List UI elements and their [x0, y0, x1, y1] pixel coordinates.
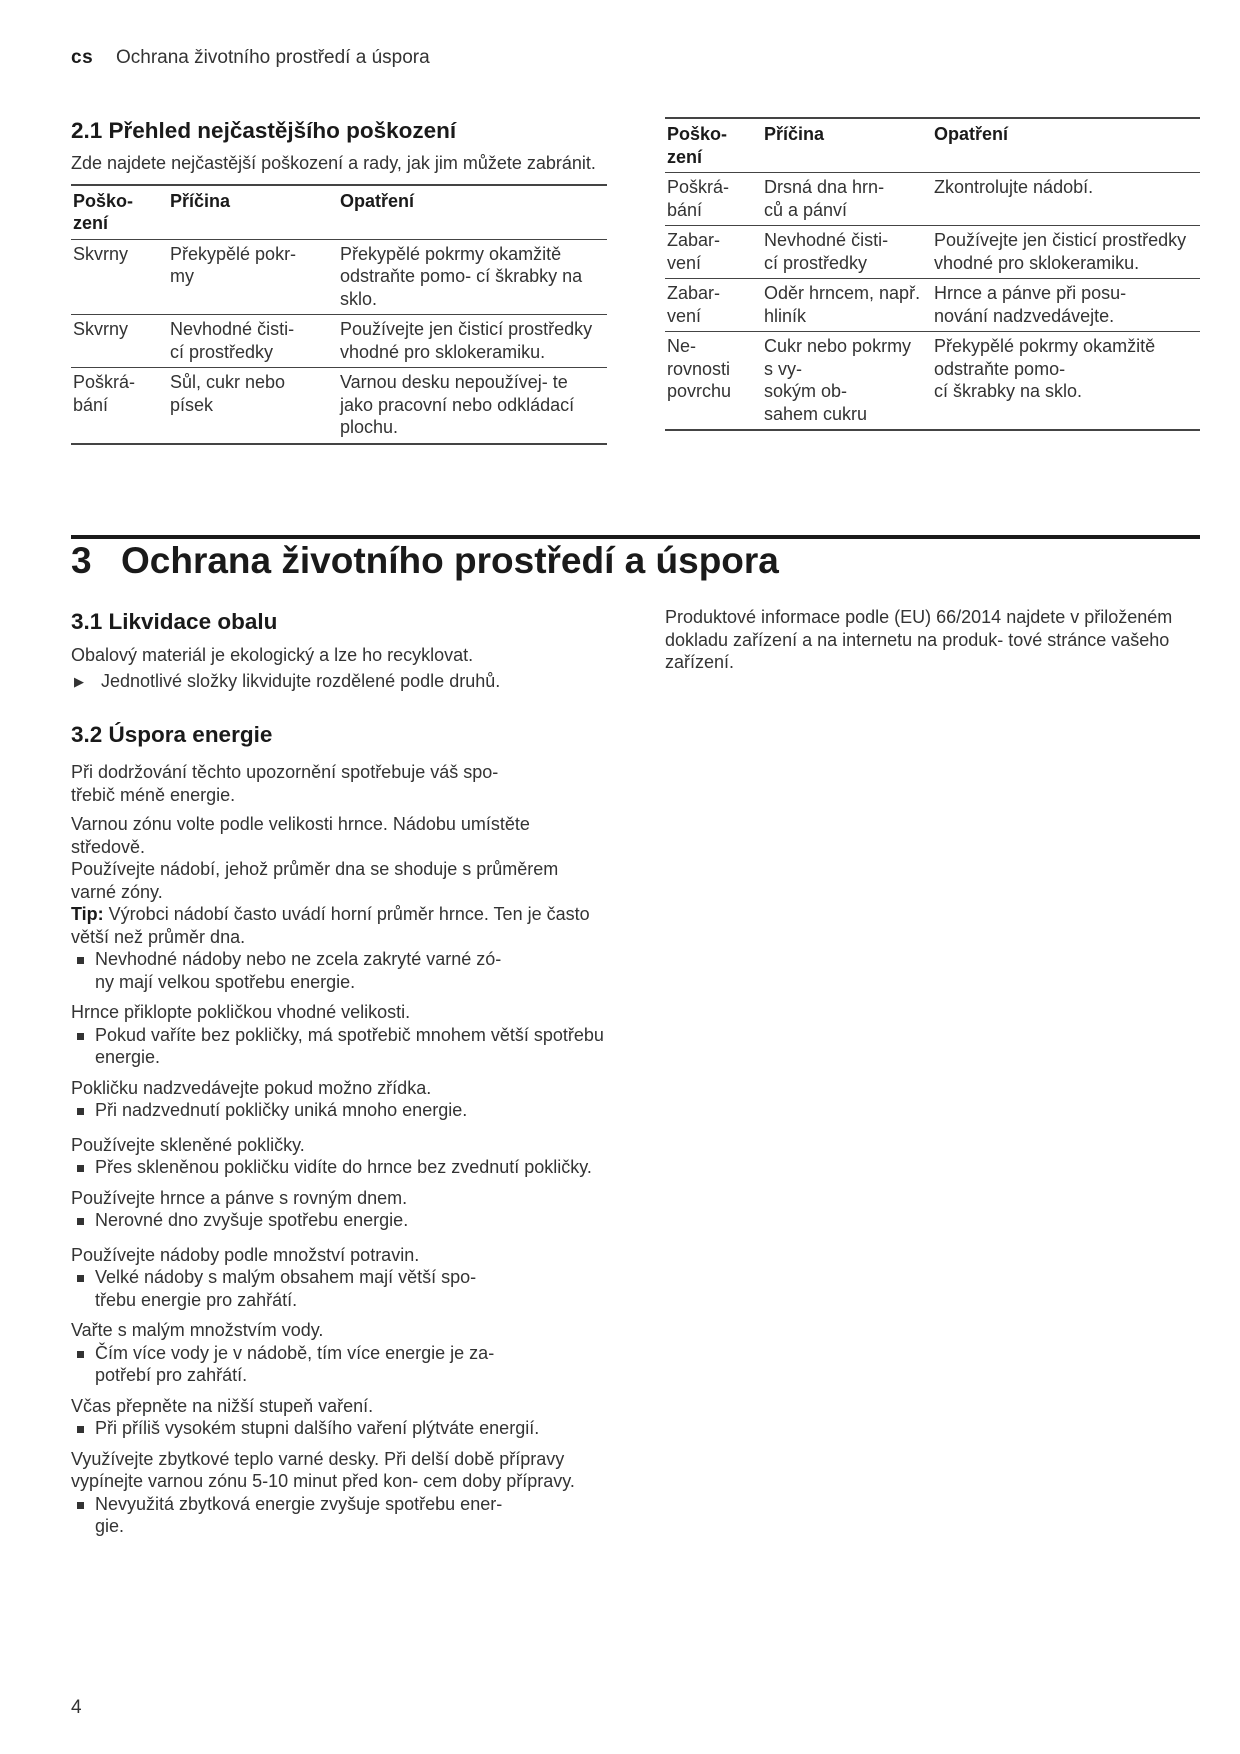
table-row [665, 279, 1200, 332]
bullet-text: Při příliš vysokém stupni dalšího vaření plýtváte energií. [95, 1418, 540, 1438]
table-cell: Zabar- vení [667, 283, 721, 326]
bullet-text: Nerovné dno zvyšuje spotřebu energie. [95, 1210, 409, 1230]
arrow-icon: ▶ [74, 673, 84, 689]
table-cell: Zkontrolujte nádobí. [934, 177, 1094, 197]
bullet-icon [77, 1218, 84, 1225]
bullet-item [71, 948, 607, 993]
table-cell: Zabar- vení [667, 230, 721, 273]
bullet-text: Přes skleněnou pokličku vidíte do hrnce bez zvednutí pokličky. [95, 1157, 592, 1177]
bullet-item [71, 1099, 607, 1122]
table-cell: Oděr hrncem, např. hliník [764, 283, 921, 326]
table-cell: Používejte jen čisticí prostředky vhodné pro sklokeramiku. [340, 319, 593, 362]
table-row [71, 368, 607, 444]
chapter-3-heading [71, 540, 779, 582]
bullet-text: Nevhodné nádoby nebo ne zcela zakryté varné zó- ny mají velkou spotřebu energie. [95, 949, 502, 992]
table-row [665, 173, 1200, 226]
section-2-1-intro: Zde najdete nejčastější poškození a rady, jak jim můžete zabránit. [71, 153, 596, 173]
column-header-damage: Poško- zení [73, 190, 134, 233]
section-3-1 [71, 609, 607, 1538]
tip-paragraph [71, 903, 607, 948]
section-3-2-heading: 3.2 Úspora energie [71, 722, 273, 747]
table-cell: Skvrny [73, 319, 129, 339]
bullet-item [71, 1417, 607, 1440]
table-cell: Poškrá- bání [667, 177, 730, 220]
table-cell: Sůl, cukr nebo písek [170, 372, 286, 415]
bullet-text: Velké nádoby s malým obsahem mají větší spo- třebu energie pro zahřátí. [95, 1267, 477, 1310]
bullet-item [71, 1342, 607, 1387]
tip-text: Výrobci nádobí často uvádí horní průměr hrnce. Ten je často větší než průměr dna. [71, 904, 590, 947]
bullet-item [71, 1493, 607, 1538]
damage-table-left [71, 184, 607, 445]
column-header-damage: Poško- zení [667, 124, 728, 167]
table-row [71, 239, 607, 315]
bullet-icon [77, 1426, 84, 1433]
product-info-text: Produktové informace podle (EU) 66/2014 najdete v přiloženém dokladu zařízení a na internetu na produk- tové stránce vašeho zařízení. [665, 607, 1173, 672]
paragraph: Využívejte zbytkové teplo varné desky. Při delší době přípravy vypínejte varnou zónu 5-10 minut před kon- cem doby přípravy. [71, 1448, 575, 1491]
product-info-container [665, 606, 1200, 674]
table-header-row [665, 118, 1200, 173]
bullet-item [71, 1024, 607, 1069]
bullet-icon [77, 1351, 84, 1358]
column-header-cause: Příčina [764, 124, 825, 144]
bullet-item [71, 1209, 607, 1232]
table-cell: Překypělé pokrmy okamžitě odstraňte pomo- cí škrabky na sklo. [340, 243, 583, 309]
bullet-text: Nevyužitá zbytková energie zvyšuje spotřebu ener- gie. [95, 1493, 503, 1536]
instruction-step [71, 670, 607, 693]
paragraph: Pokličku nadzvedávejte pokud možno zřídka. [71, 1077, 432, 1098]
bullet-text: Pokud vaříte bez pokličky, má spotřebič mnohem větší spotřebu energie. [95, 1024, 604, 1067]
table-cell: Používejte jen čisticí prostředky vhodné pro sklokeramiku. [934, 230, 1187, 273]
table-cell: Překypělé pokr- my [170, 243, 297, 286]
bullet-icon [77, 957, 84, 964]
section-3-1-heading: 3.1 Likvidace obalu [71, 609, 278, 634]
table-cell: Cukr nebo pokrmy s vy- sokým ob- sahem cukru [764, 336, 912, 424]
instruction-step-text: Jednotlivé složky likvidujte rozdělené podle druhů. [101, 670, 501, 691]
table-cell: Drsná dna hrn- ců a pánví [764, 177, 885, 220]
table-cell: Nevhodné čisti- cí prostředky [170, 319, 295, 362]
table-cell: Varnou desku nepoužívej- te jako pracovní nebo odkládací plochu. [340, 372, 575, 437]
paragraph: Používejte hrnce a pánve s rovným dnem. [71, 1187, 408, 1208]
bullet-icon [77, 1033, 84, 1040]
table-cell: Nevhodné čisti- cí prostředky [764, 230, 889, 273]
column-header-action: Opatření [934, 124, 1009, 144]
column-header-cause: Příčina [170, 190, 231, 211]
paragraph: Používejte nádobí, jehož průměr dna se shoduje s průměrem varné zóny. [71, 859, 559, 902]
table-cell: Ne- rovnosti povrchu [667, 336, 732, 401]
section-2-1-heading: 2.1 Přehled nejčastějšího poškození [71, 118, 457, 143]
table-row [71, 315, 607, 368]
running-header-title: Ochrana životního prostředí a úspora [116, 47, 430, 68]
section-3-1-text: Obalový materiál je ekologický a lze ho recyklovat. [71, 645, 474, 665]
section-3-2-intro: Při dodržování těchto upozornění spotřebuje váš spo- třebič méně energie. [71, 762, 499, 805]
bullet-icon [77, 1275, 84, 1282]
column-header-action: Opatření [340, 190, 415, 211]
damage-table-right [665, 117, 1200, 431]
table-row [665, 332, 1200, 431]
table-cell: Poškrá- bání [73, 372, 136, 415]
page-number: 4 [71, 1697, 82, 1718]
table-header-row [71, 185, 607, 240]
bullet-item [71, 1266, 607, 1311]
bullet-text: Čím více vody je v nádobě, tím více energie je za- potřebí pro zahřátí. [95, 1342, 495, 1385]
language-code: cs [71, 47, 94, 68]
paragraph: Hrnce přiklopte pokličkou vhodné velikosti. [71, 1002, 411, 1022]
bullet-text: Při nadzvednutí pokličky uniká mnoho energie. [95, 1100, 468, 1120]
paragraph: Používejte nádoby podle množství potravin. [71, 1244, 420, 1265]
chapter-number: 3 [71, 540, 92, 581]
bullet-icon [77, 1165, 84, 1172]
table-row [665, 226, 1200, 279]
paragraph: Používejte skleněné pokličky. [71, 1134, 305, 1155]
damage-table-right-container [665, 117, 1200, 431]
table-cell: Hrnce a pánve při posu- nování nadzvedávejte. [934, 283, 1127, 326]
table-cell: Skvrny [73, 243, 129, 264]
bullet-icon [77, 1502, 84, 1509]
bullet-item [71, 1156, 607, 1179]
chapter-title: Ochrana životního prostředí a úspora [121, 540, 779, 581]
section-2-1 [71, 118, 607, 445]
bullet-icon [77, 1108, 84, 1115]
paragraph: Varnou zónu volte podle velikosti hrnce. Nádobu umístěte středově. [71, 814, 530, 857]
paragraph: Vařte s malým množstvím vody. [71, 1320, 324, 1340]
paragraph: Včas přepněte na nižší stupeň vaření. [71, 1395, 374, 1416]
chapter-rule [71, 535, 1200, 539]
tip-label: Tip: [71, 904, 104, 924]
table-cell: Překypělé pokrmy okamžitě odstraňte pomo- cí škrabky na sklo. [934, 336, 1156, 401]
